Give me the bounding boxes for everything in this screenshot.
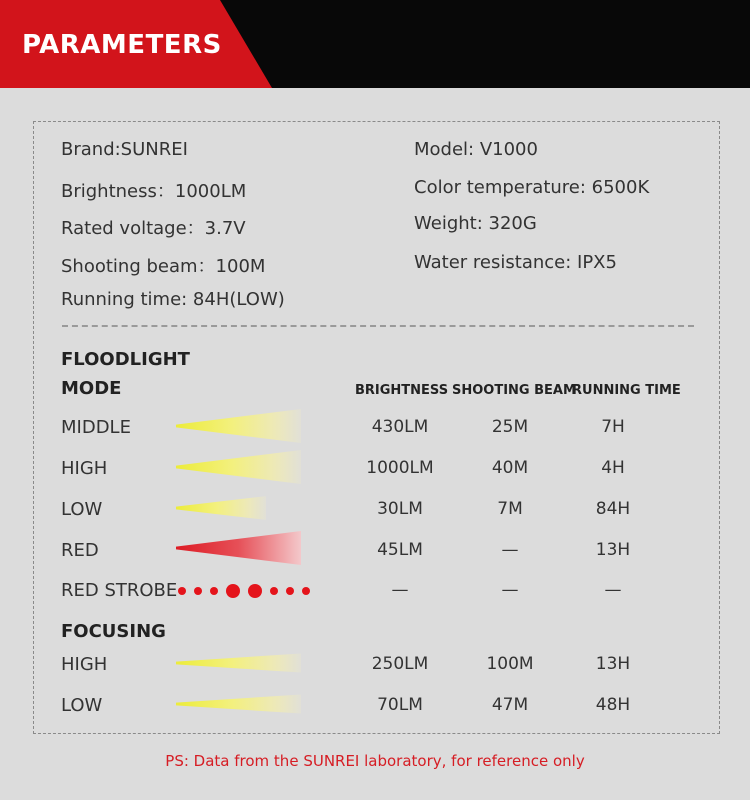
spec-brightness: Brightness：1000LM: [61, 181, 247, 202]
value-time: 4H: [601, 458, 625, 478]
col-shooting-beam: SHOOTING BEAM: [452, 383, 576, 398]
mode-high: HIGH: [61, 458, 108, 479]
value-beam: —: [501, 540, 519, 560]
floodlight-title: FLOODLIGHT: [61, 349, 190, 370]
col-brightness: BRIGHTNESS: [355, 383, 449, 398]
strobe-dot: [178, 587, 186, 595]
strobe-dot: [226, 584, 240, 598]
value-brightness: 45LM: [377, 540, 423, 560]
strobe-dots-icon: [178, 580, 318, 602]
value-beam: 7M: [497, 499, 523, 519]
spec-runtime: Running time: 84H(LOW): [61, 289, 285, 310]
footnote: PS: Data from the SUNREI laboratory, for reference only: [165, 752, 585, 770]
focus-mode-low: LOW: [61, 695, 103, 716]
mode-red-strobe: RED STROBE: [61, 580, 178, 601]
value-time: 13H: [595, 654, 631, 674]
focus-mode-high: HIGH: [61, 654, 108, 675]
strobe-dot: [210, 587, 218, 595]
spec-water: Water resistance: IPX5: [414, 252, 617, 273]
mode-low: LOW: [61, 499, 103, 520]
value-beam: —: [501, 580, 519, 600]
spec-model: Model: V1000: [414, 139, 538, 160]
strobe-dot: [286, 587, 294, 595]
strobe-dot: [248, 584, 262, 598]
value-time: 84H: [595, 499, 631, 519]
value-brightness: 1000LM: [366, 458, 434, 478]
value-beam: 25M: [491, 417, 529, 437]
header-bar: [0, 0, 750, 88]
value-time: 7H: [601, 417, 625, 437]
value-brightness: —: [391, 580, 409, 600]
spec-beam: Shooting beam：100M: [61, 256, 266, 277]
value-beam: 47M: [491, 695, 529, 715]
value-time: 48H: [595, 695, 631, 715]
strobe-dot: [270, 587, 278, 595]
spec-brand: Brand:SUNREI: [61, 139, 188, 160]
spec-weight: Weight: 320G: [414, 213, 537, 234]
value-time: —: [604, 580, 622, 600]
col-running-time: RUNNING TIME: [572, 383, 681, 398]
value-brightness: 250LM: [371, 654, 429, 674]
focusing-title: FOCUSING: [61, 621, 166, 642]
spec-voltage: Rated voltage：3.7V: [61, 218, 246, 239]
strobe-dot: [302, 587, 310, 595]
spec-color-temp: Color temperature: 6500K: [414, 177, 650, 198]
mode-red: RED: [61, 540, 99, 561]
floodlight-mode-title: MODE: [61, 378, 122, 399]
value-beam: 40M: [491, 458, 529, 478]
mode-middle: MIDDLE: [61, 417, 131, 438]
section-divider: [62, 325, 694, 327]
value-time: 13H: [595, 540, 631, 560]
value-brightness: 430LM: [371, 417, 429, 437]
value-brightness: 30LM: [377, 499, 423, 519]
strobe-dot: [194, 587, 202, 595]
value-brightness: 70LM: [377, 695, 423, 715]
value-beam: 100M: [486, 654, 534, 674]
page-title: PARAMETERS: [22, 30, 222, 60]
